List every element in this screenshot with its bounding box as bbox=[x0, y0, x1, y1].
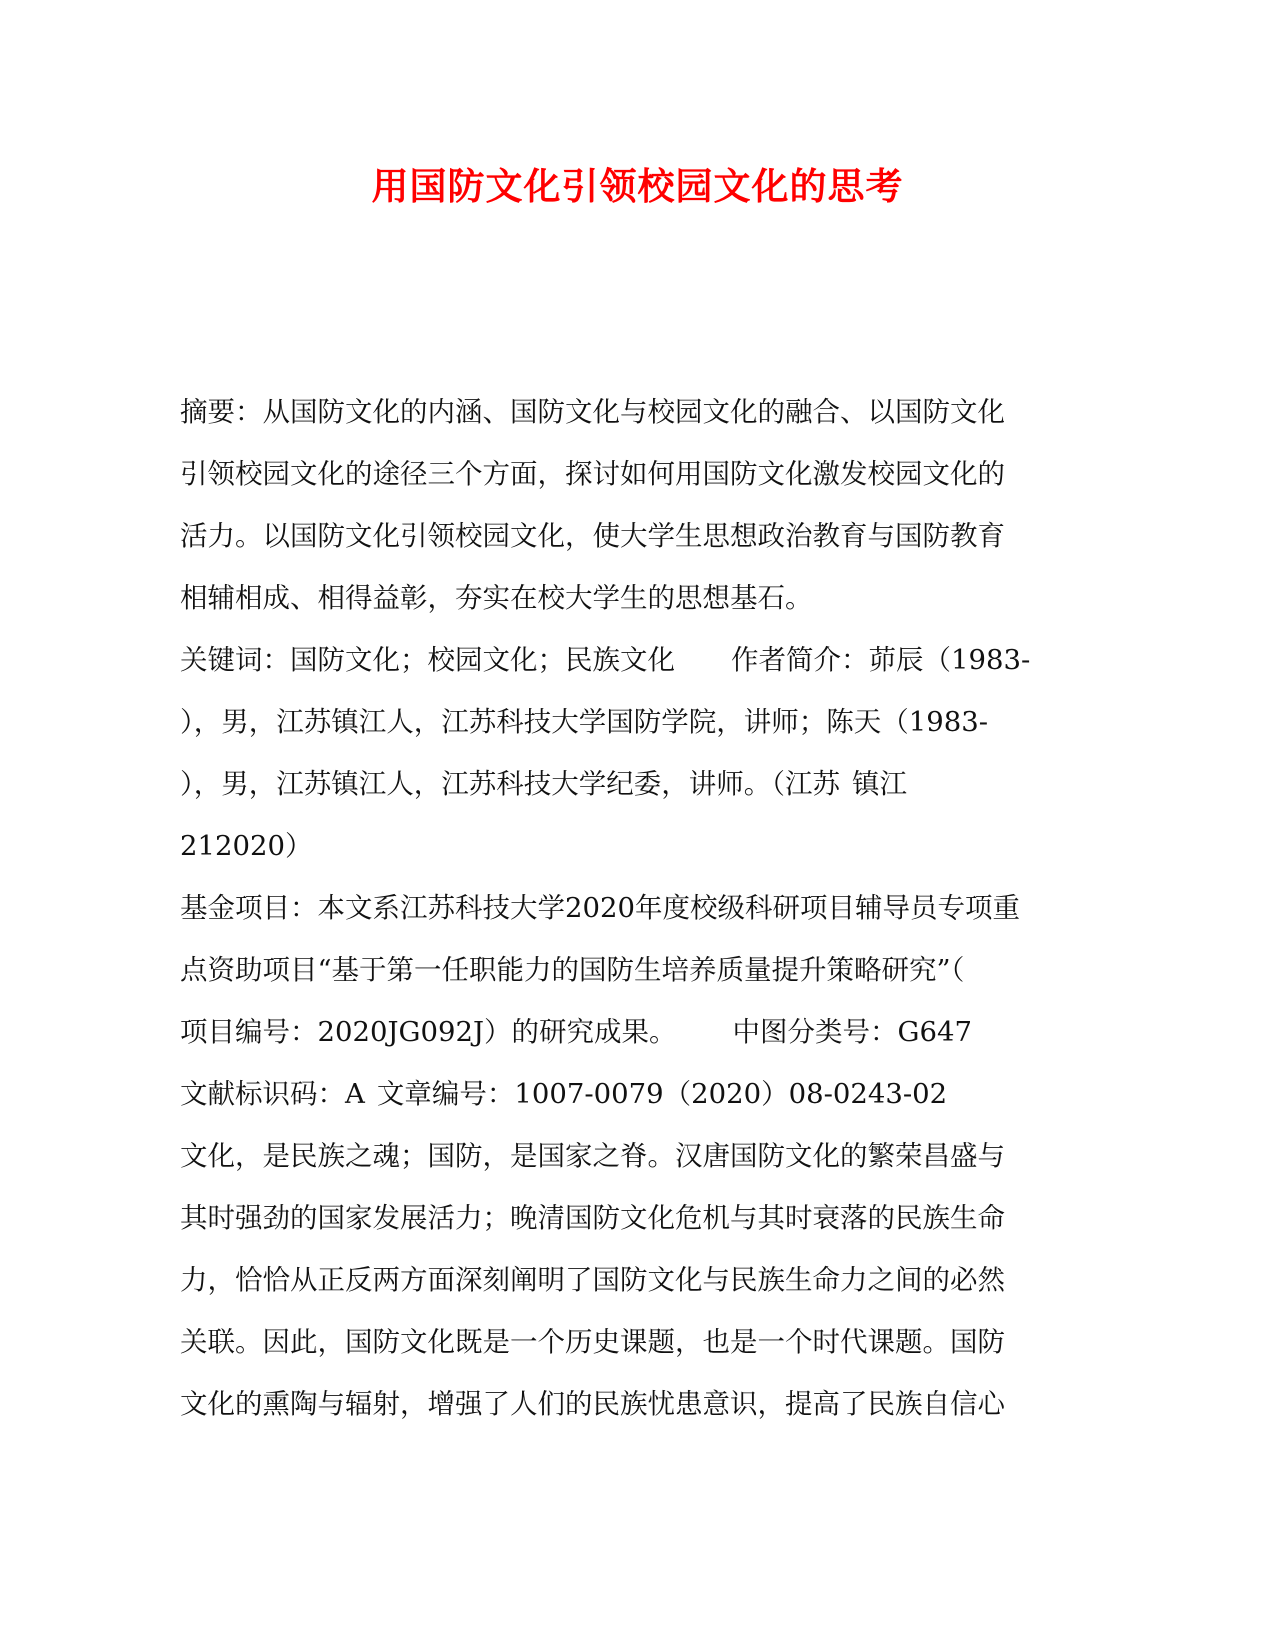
fund-line-2: 点资助项目“基于第一任职能力的国防生培养质量提升策略研究”（ bbox=[180, 954, 965, 986]
body-line-2: 其时强劲的国家发展活力；晚清国防文化危机与其时衰落的民族生命 bbox=[180, 1202, 1005, 1234]
keywords-author-line bbox=[180, 640, 1080, 680]
doc-code-line bbox=[180, 1074, 1080, 1114]
fund-line-1: 基金项目：本文系江苏科技大学2020年度校级科研项目辅导员专项重 bbox=[180, 892, 1020, 924]
body-line-3: 力，恰恰从正反两方面深刻阐明了国防文化与民族生命力之间的必然 bbox=[180, 1264, 1005, 1296]
abstract-line-4: 相辅相成、相得益彰，夯实在校大学生的思想基石。 bbox=[180, 582, 813, 614]
author-line-3 bbox=[180, 764, 1080, 804]
clc-number: 中图分类号：G647 bbox=[732, 1016, 972, 1048]
abstract-line-1: 摘要：从国防文化的内涵、国防文化与校园文化的融合、以国防文化 bbox=[180, 396, 1005, 428]
body-line-1: 文化，是民族之魂；国防，是国家之脊。汉唐国防文化的繁荣昌盛与 bbox=[180, 1140, 1005, 1172]
postal-code-line: 212020） bbox=[180, 830, 313, 862]
author-line-3-text: ），男，江苏镇江人，江苏科技大学纪委，讲师。（江苏 bbox=[180, 768, 840, 800]
project-number: 项目编号：2020JG092J）的研究成果。 bbox=[180, 1016, 677, 1048]
body-line-5: 文化的熏陶与辐射，增强了人们的民族忧患意识，提高了民族自信心 bbox=[180, 1388, 1005, 1420]
keywords: 关键词：国防文化；校园文化；民族文化 bbox=[180, 644, 675, 676]
body-line-4: 关联。因此，国防文化既是一个历史课题，也是一个时代课题。国防 bbox=[180, 1326, 1005, 1358]
project-classification-line bbox=[180, 1012, 1080, 1052]
article-number: 文章编号：1007-0079（2020）08-0243-02 bbox=[376, 1078, 948, 1110]
doc-code: 文献标识码：A bbox=[180, 1078, 365, 1110]
abstract-line-3: 活力。以国防文化引领校园文化，使大学生思想政治教育与国防教育 bbox=[180, 520, 1005, 552]
author-line-2: ），男，江苏镇江人，江苏科技大学国防学院，讲师；陈天（1983- bbox=[180, 706, 989, 738]
abstract-line-2: 引领校园文化的途径三个方面，探讨如何用国防文化激发校园文化的 bbox=[180, 458, 1005, 490]
location-tail: 镇江 bbox=[852, 768, 907, 800]
author-intro: 作者简介：茆辰（1983- bbox=[731, 644, 1031, 676]
document-title: 用国防文化引领校园文化的思考 bbox=[371, 164, 904, 208]
